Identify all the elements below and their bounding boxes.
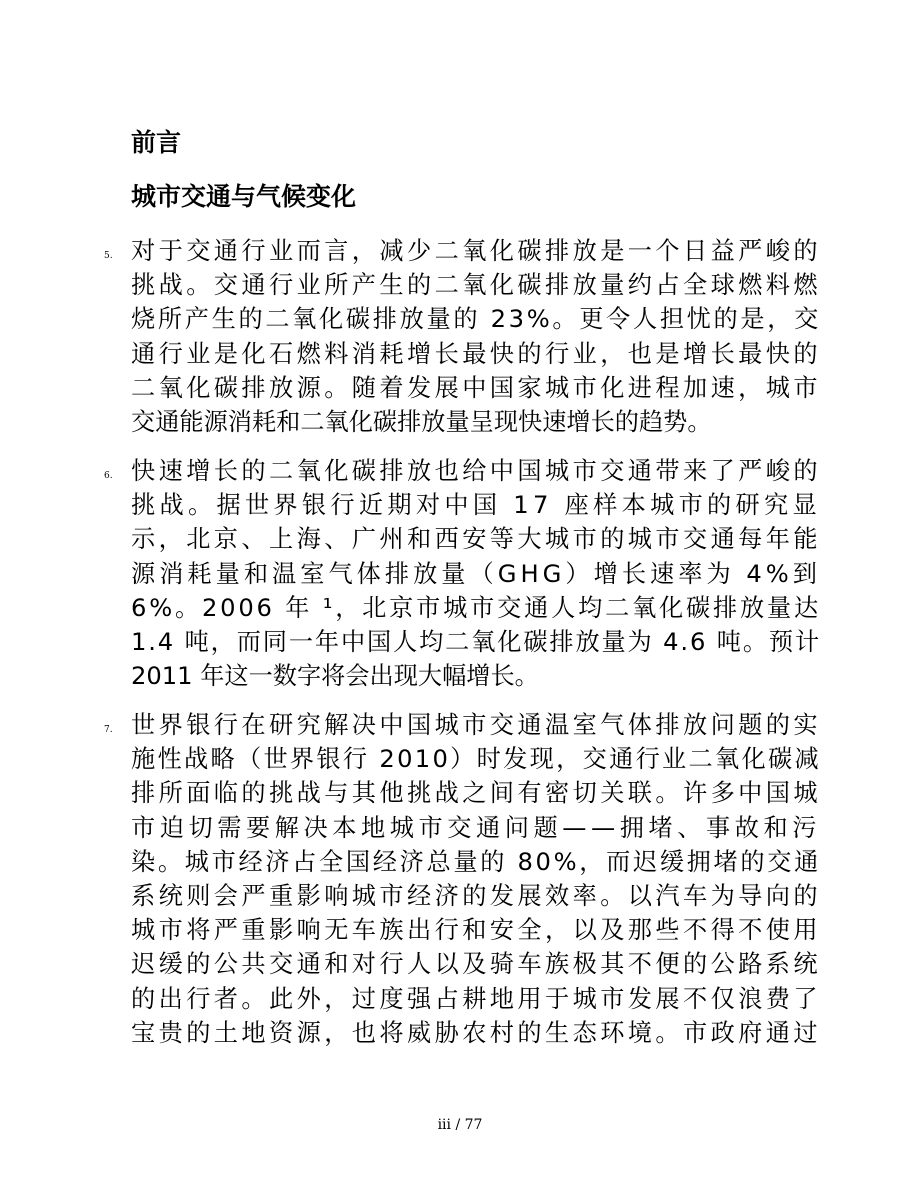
text-line: 2011 年这一数字将会出现大幅增长。 [131,662,539,691]
text-line: 示，北京、上海、广州和西安等大城市的城市交通每年能 [131,525,821,554]
text-line: 排所面临的挑战与其他挑战之间有密切关联。许多中国城 [131,779,821,808]
text-line: 迟缓的公共交通和对行人以及骑车族极其不便的公路系统 [131,950,821,979]
text-line: 的出行者。此外，过度强占耕地用于城市发展不仅浪费了 [131,984,821,1013]
section-heading: 城市交通与气候变化 [131,182,357,211]
text-line: 快速增长的二氧化碳排放也给中国城市交通带来了严峻的 [131,457,821,485]
text-line: 二氧化碳排放源。随着发展中国家城市化进程加速，城市 [131,373,821,402]
paragraph-number: 6. [104,471,113,481]
paragraph-number: 7. [104,725,113,735]
text-line: 世界银行在研究解决中国城市交通温室气体排放问题的实 [131,711,821,739]
text-line: 挑战。交通行业所产生的二氧化碳排放量约占全球燃料燃 [131,271,821,300]
text-line: 烧所产生的二氧化碳排放量的 23%。更令人担忧的是，交 [131,305,821,334]
text-line: 系统则会严重影响城市经济的发展效率。以汽车为导向的 [131,881,821,910]
text-line: 源消耗量和温室气体排放量（GHG）增长速率为 4%到 [131,559,821,588]
paragraph-5 [131,234,821,439]
text-line: 6%。2006 年 ¹，北京市城市交通人均二氧化碳排放量达 [131,593,821,622]
text-line: 染。城市经济占全国经济总量的 80%，而迟缓拥堵的交通 [131,847,821,876]
page-indicator: iii / 77 [437,1117,483,1133]
paragraph-6 [131,454,821,693]
text-line: 施性战略（世界银行 2010）时发现，交通行业二氧化碳减 [131,745,821,774]
text-line: 市迫切需要解决本地城市交通问题——拥堵、事故和污 [131,813,821,842]
paragraph-7 [131,708,821,1050]
paragraph-number: 5. [104,251,113,261]
text-line: 对于交通行业而言，减少二氧化碳排放是一个日益严峻的 [131,237,821,265]
text-line: 1.4 吨，而同一年中国人均二氧化碳排放量为 4.6 吨。预计 [131,627,821,656]
text-line: 交通能源消耗和二氧化碳排放量呈现快速增长的趋势。 [131,407,712,436]
text-line: 通行业是化石燃料消耗增长最快的行业，也是增长最快的 [131,339,821,368]
text-line: 挑战。据世界银行近期对中国 17 座样本城市的研究显 [131,491,821,520]
text-line: 宝贵的土地资源，也将威胁农村的生态环境。市政府通过 [131,1018,821,1047]
text-line: 城市将严重影响无车族出行和安全，以及那些不得不使用 [131,916,821,945]
preface-heading: 前言 [131,128,182,157]
